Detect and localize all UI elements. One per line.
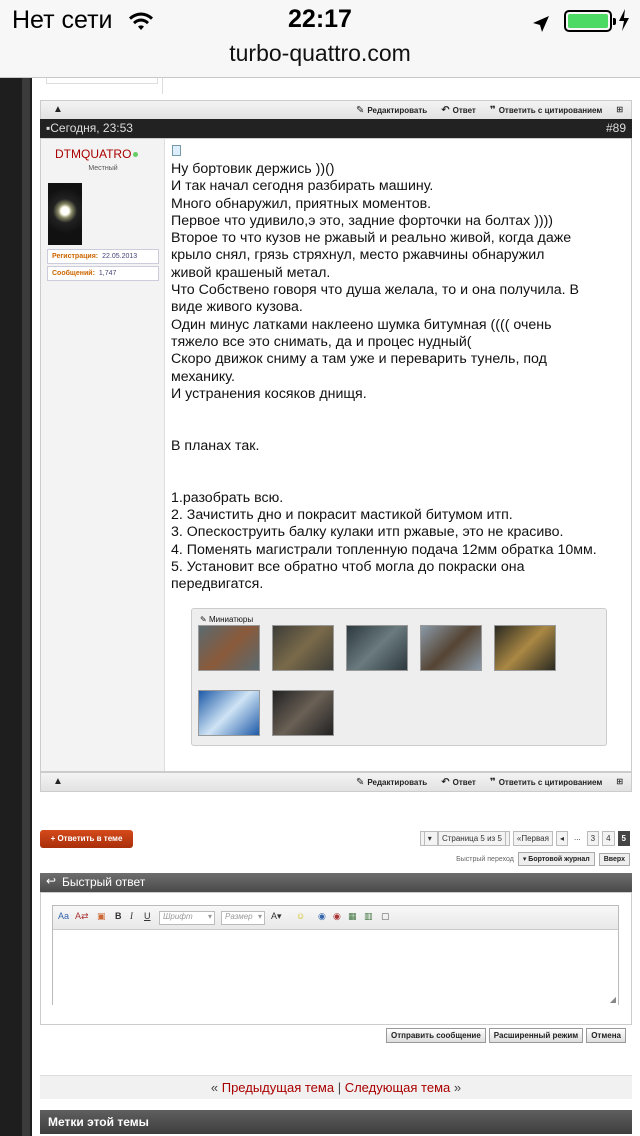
attachment-thumbnail[interactable] (272, 625, 334, 671)
thread-navigation: « Предыдущая тема | Следующая тема » (40, 1075, 632, 1099)
carrier-label: Нет сети (12, 6, 113, 34)
username-link[interactable]: DTMQUATRO (55, 147, 138, 161)
post-line: В планах так. (171, 437, 260, 454)
post-line: 2. Зачистить дно и покрасит мастикой битумом итп. (171, 506, 513, 523)
attachment-thumbnail[interactable] (346, 625, 408, 671)
post-line: И устранения косяков днищя. (171, 385, 367, 402)
post-line: передвигатся. (171, 576, 264, 593)
reply-to-thread-button[interactable]: + Ответить в теме (40, 830, 133, 848)
report-icon[interactable]: ▲ (53, 776, 63, 787)
attachment-thumbnail[interactable] (494, 625, 556, 671)
send-message-button[interactable]: Отправить сообщение (386, 1028, 486, 1043)
pencil-icon: ✎ (356, 105, 365, 116)
post-date: ▪Сегодня, 23:53 (46, 121, 133, 135)
dropdown-arrow-icon: ▾ (257, 912, 262, 921)
resize-handle-icon[interactable]: ◢ (609, 995, 616, 1004)
advanced-mode-button[interactable]: Расширенный режим (489, 1028, 583, 1043)
previous-post-edge (46, 78, 158, 84)
attachment-thumbnail[interactable] (198, 690, 260, 736)
quick-reply-title: Быстрый ответ (62, 875, 146, 889)
reply-icon: ↶ (441, 105, 450, 116)
post-content (171, 145, 629, 593)
bold-icon[interactable]: B (115, 911, 122, 921)
post-line: 1.разобрать всю. (171, 489, 284, 506)
link-icon[interactable]: ◉ (318, 911, 326, 921)
previous-thread-link[interactable]: Предыдущая тема (221, 1080, 335, 1095)
post-line (171, 403, 629, 420)
post-actions-bar (40, 100, 632, 120)
side-rail (0, 78, 32, 1136)
editor (52, 905, 619, 1005)
charging-icon (618, 8, 630, 39)
post-line: Что Собствено говоря что душа желала, то и она получила. В (171, 282, 579, 299)
post-line: 4. Поменять магистрали топленную подача 12мм обратка 10мм. (171, 541, 597, 558)
post-line: Ну бортовик держись ))() (171, 161, 335, 177)
pager-ellipsis: ... (573, 833, 581, 842)
quote-reply-button[interactable]: ❞ Ответить с цитированием (489, 105, 603, 116)
prev-page-link[interactable]: ◂ (556, 831, 568, 846)
quick-reply-header (40, 873, 632, 892)
multiquote-icon[interactable]: ⊞ (616, 777, 623, 786)
video-icon[interactable]: ▥ (364, 911, 373, 921)
underline-icon[interactable]: U (144, 911, 151, 921)
dropdown-arrow-icon: ▾ (207, 912, 212, 921)
quick-nav-label: Быстрый переход (456, 855, 514, 863)
post-icon (172, 145, 181, 156)
post-line: И так начал сегодня разбирать машину. (171, 178, 434, 195)
attachment-thumbnail[interactable] (198, 625, 260, 671)
post-line: виде живого кузова. (171, 299, 303, 316)
unlink-icon[interactable]: ◉ (333, 911, 341, 921)
edit-button[interactable]: ✎ Редактировать (356, 105, 428, 116)
status-bar (0, 0, 640, 40)
paste-icon[interactable]: ▣ (97, 911, 106, 921)
tags-header: Метки этой темы (40, 1110, 632, 1134)
post-line: крыло снял, грязь стряхнул, место ржавчины обнаружил (171, 247, 545, 264)
location-icon (532, 9, 550, 40)
font-select[interactable]: Шрифт ▾ (159, 911, 215, 925)
avatar[interactable] (48, 183, 82, 245)
reply-textarea[interactable] (53, 930, 618, 1006)
quote-icon: ❞ (489, 777, 496, 788)
post-actions-bar-bottom (40, 772, 632, 792)
attachments-box (191, 608, 607, 746)
cancel-button[interactable]: Отмена (586, 1028, 626, 1043)
post-line (171, 472, 629, 489)
user-title: Местный (88, 165, 118, 172)
reply-icon: ↶ (441, 777, 450, 788)
post-line: Один минус латками наклеено шумка битумная (((( очень (171, 316, 552, 333)
pagination (420, 831, 630, 846)
page-link-4[interactable]: 4 (602, 831, 614, 846)
top-button[interactable]: Вверх (599, 853, 630, 866)
dropdown-arrow-icon: ▾ (424, 831, 438, 846)
post-line: механику. (171, 368, 235, 385)
italic-icon[interactable]: I (130, 911, 133, 921)
forum-page (32, 78, 640, 1136)
post-line: тяжело все это снимать, да и процес нудный( (171, 333, 472, 350)
next-thread-link[interactable]: Следующая тема (344, 1080, 451, 1095)
online-status-icon (133, 152, 138, 157)
quote-reply-button[interactable]: ❞ Ответить с цитированием (489, 777, 603, 788)
attachment-thumbnail[interactable] (420, 625, 482, 671)
page-count-dropdown[interactable]: ▾ Страница 5 из 5 (420, 831, 510, 846)
post-text (171, 161, 629, 593)
quote-icon[interactable]: ▢ (381, 911, 390, 921)
multiquote-icon[interactable]: ⊞ (616, 105, 623, 114)
smiley-icon[interactable]: ☺ (296, 911, 306, 921)
post-number[interactable]: #89 (605, 121, 626, 135)
editor-toolbar (53, 906, 618, 930)
url-bar[interactable]: turbo-quattro.com (229, 40, 411, 66)
quick-reply-box (40, 892, 632, 1025)
quick-navigation (456, 852, 630, 866)
post-line (171, 455, 629, 472)
current-page: 5 (618, 831, 630, 846)
battery-icon (564, 10, 612, 32)
page-link-3[interactable]: 3 (587, 831, 599, 846)
report-icon[interactable]: ▲ (53, 104, 63, 115)
post-line: Второе то что кузов не ржавый и реально живой, когда даже (171, 230, 572, 247)
attachment-thumbnail[interactable] (272, 690, 334, 736)
clock: 22:17 (288, 5, 352, 33)
user-stats: Регистрация: 22.05.2013 Сообщений: 1,747 (47, 249, 159, 283)
pencil-icon: ✎ (356, 777, 365, 788)
attachments-title: ✎ Миниатюры (200, 615, 254, 624)
browser-chrome (0, 0, 640, 78)
post-line: Первое что удивило,э это, задние форточки на болтах )))) (171, 212, 554, 229)
forum-jump-select[interactable]: ▾ Бортовой журнал (518, 852, 595, 866)
post-body (40, 138, 632, 772)
post-header (40, 119, 632, 138)
post-line: живой крашеный метал. (171, 264, 331, 281)
form-buttons (386, 1028, 626, 1043)
size-select[interactable]: Размер ▾ (221, 911, 265, 925)
quote-icon: ❞ (489, 105, 496, 116)
text-color-icon[interactable]: A▾ (271, 911, 282, 921)
first-page-link[interactable]: «Первая (513, 831, 553, 846)
post-line: 5. Установит все обратно чтоб могла до покраски она (171, 558, 525, 575)
post-line (171, 420, 629, 437)
quick-reply-icon: ↩ (46, 874, 57, 888)
switch-mode-icon[interactable]: A⇄ (75, 911, 89, 921)
post-line: Много обнаружил, приятных моментов. (171, 195, 432, 212)
reply-button[interactable]: ↶ Ответ (441, 105, 476, 116)
user-info (41, 139, 165, 771)
post-line: 3. Опескоструить балку кулаки итп ржавые, это не красиво. (171, 524, 564, 541)
image-icon[interactable]: ▦ (348, 911, 357, 921)
edit-button[interactable]: ✎ Редактировать (356, 777, 428, 788)
remove-format-icon[interactable]: Aa (58, 911, 70, 921)
dropdown-arrow-icon: ▾ (522, 856, 529, 863)
reply-button[interactable]: ↶ Ответ (441, 777, 476, 788)
post-line: Скоро движок сниму а там уже и переварить тунель, под (171, 351, 547, 368)
